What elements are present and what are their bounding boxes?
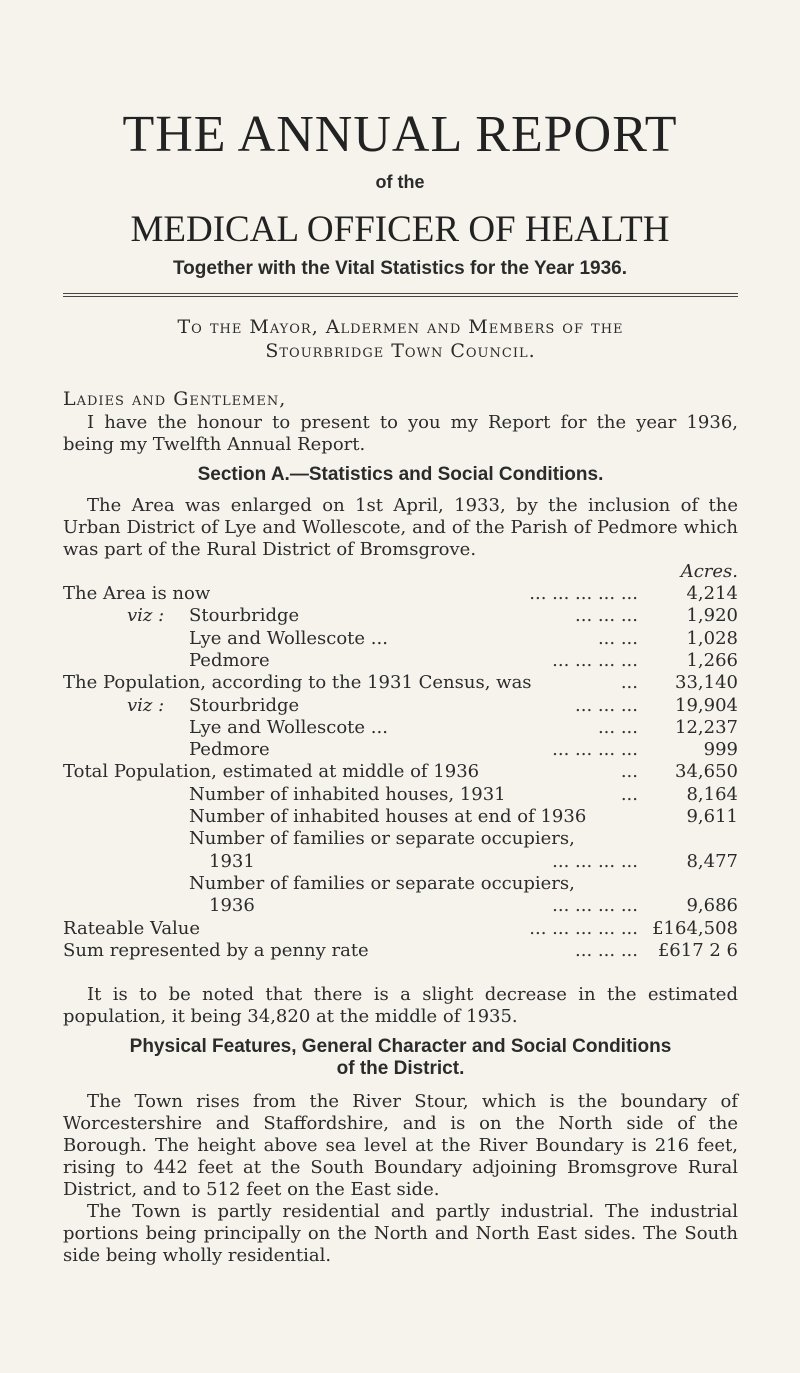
table-row <box>63 761 738 783</box>
units-header-row <box>63 561 738 583</box>
intro-paragraph: I have the honour to present to you my Report for the year 1936, being my Twelfth Annual Report. <box>63 412 738 455</box>
row-leader-dots: ... <box>620 783 638 805</box>
row-value: 12,237 <box>675 716 738 738</box>
row-label: The Population, according to the 1931 Census, was <box>63 672 532 694</box>
row-label: Stourbridge <box>189 694 300 716</box>
section-a-paragraph: The Area was enlarged on 1st April, 1933, by the inclusion of the Urban District of Lye and Wollescote, and of the Parish of Pedmore which was part of the Rural District of Bromsgrove. <box>63 495 738 560</box>
population-note: It is to be noted that there is a slight decrease in the estimated population, it being 34,820 at the middle of 1935. <box>63 984 738 1027</box>
table-row <box>63 895 738 917</box>
row-value: 1,920 <box>686 605 738 627</box>
row-label: Pedmore <box>189 739 270 761</box>
row-label: Number of families or separate occupiers, <box>189 828 575 850</box>
row-value: 9,686 <box>686 895 738 917</box>
table-row <box>63 605 738 627</box>
row-leader-dots: ... ... ... <box>575 694 638 716</box>
row-label: Lye and Wollescote ... <box>189 716 388 738</box>
table-row <box>63 672 738 694</box>
row-label: Number of inhabited houses at end of 1936 <box>189 806 587 827</box>
physical-paragraph-1: The Town rises from the River Stour, which is the boundary of Worcestershire and Staffordshire, and is on the North side of the Borough. The height above sea level at the River Boundary is 216 feet, rising to 442 feet at the South Boundary adjoining Bromsgrove Rural District, and to 512 feet on the East side. <box>63 1091 738 1200</box>
table-row <box>63 784 738 806</box>
row-leader-dots: ... ... ... ... <box>552 649 638 671</box>
row-label: Number of inhabited houses, 1931 <box>189 783 506 805</box>
table-row <box>63 851 738 873</box>
row-label: Stourbridge <box>189 605 300 627</box>
section-a-heading: Section A.—Statistics and Social Conditions. <box>197 464 604 485</box>
row-label: The Area is now <box>63 583 211 604</box>
row-label: Number of families or separate occupiers, <box>189 872 575 894</box>
report-subtitle: MEDICAL OFFICER OF HEALTH <box>130 209 670 250</box>
row-prefix: viz : <box>127 605 165 627</box>
double-rule-bottom <box>63 296 738 297</box>
salutation: Ladies and Gentlemen, <box>63 388 287 410</box>
table-row <box>63 650 738 672</box>
physical-heading-line-1: Physical Features, General Character and Social Conditions <box>129 1036 672 1057</box>
row-leader-dots: ... ... <box>597 627 638 649</box>
row-leader-dots: ... ... ... ... <box>552 895 638 917</box>
table-row <box>63 583 738 605</box>
row-label: Lye and Wollescote ... <box>189 627 388 649</box>
address-line-2: Stourbridge Town Council. <box>265 340 536 362</box>
row-label: Pedmore <box>189 649 270 671</box>
row-value: £164,508 <box>652 917 738 939</box>
row-label: Rateable Value <box>63 917 201 939</box>
row-value: 9,611 <box>686 806 738 827</box>
row-value: 1,266 <box>686 649 738 671</box>
table-row <box>63 873 738 895</box>
row-value: £617 2 6 <box>657 939 738 961</box>
report-title: THE ANNUAL REPORT <box>122 106 678 163</box>
row-label: Total Population, estimated at middle of 1936 <box>63 761 480 783</box>
table-row <box>63 695 738 717</box>
row-value: 19,904 <box>675 694 738 716</box>
row-leader-dots: ... <box>620 761 638 783</box>
row-value: 8,164 <box>686 783 738 805</box>
row-value: 1,028 <box>686 627 738 649</box>
row-leader-dots: ... ... <box>597 716 638 738</box>
row-label: Sum represented by a penny rate <box>63 939 369 961</box>
row-leader-dots: ... ... ... ... <box>552 850 638 872</box>
row-leader-dots: ... <box>620 672 638 694</box>
row-leader-dots: ... ... ... ... <box>552 739 638 761</box>
table-row <box>63 806 738 828</box>
row-value: 34,650 <box>675 761 738 783</box>
row-value: 8,477 <box>686 850 738 872</box>
table-row <box>63 918 738 940</box>
physical-paragraph-2: The Town is partly residential and partly industrial. The industrial portions being principally on the North and North East sides. The South side being wholly residential. <box>63 1201 738 1266</box>
row-value: 4,214 <box>686 583 738 604</box>
address-line-1: To the Mayor, Aldermen and Members of the <box>177 316 624 338</box>
row-prefix: viz : <box>127 694 165 716</box>
row-value: 33,140 <box>675 672 738 694</box>
row-label: 1936 <box>209 895 255 917</box>
report-tagline: Together with the Vital Statistics for the Year 1936. <box>172 258 628 279</box>
row-value: 999 <box>703 739 738 761</box>
row-leader-dots: ... ... ... <box>575 605 638 627</box>
row-leader-dots: ... ... ... ... ... <box>529 583 638 604</box>
row-leader-dots: ... ... ... ... ... <box>529 917 638 939</box>
table-row <box>63 717 738 739</box>
report-of-the: of the <box>375 172 425 192</box>
table-row <box>63 628 738 650</box>
double-rule-top <box>63 293 738 294</box>
row-label: 1931 <box>209 850 255 872</box>
table-row <box>63 940 738 962</box>
physical-heading-line-2: of the District. <box>336 1058 465 1079</box>
table-row <box>63 739 738 761</box>
row-leader-dots: ... ... ... <box>575 939 638 961</box>
table-row <box>63 828 738 850</box>
units-header: Acres. <box>680 561 738 582</box>
